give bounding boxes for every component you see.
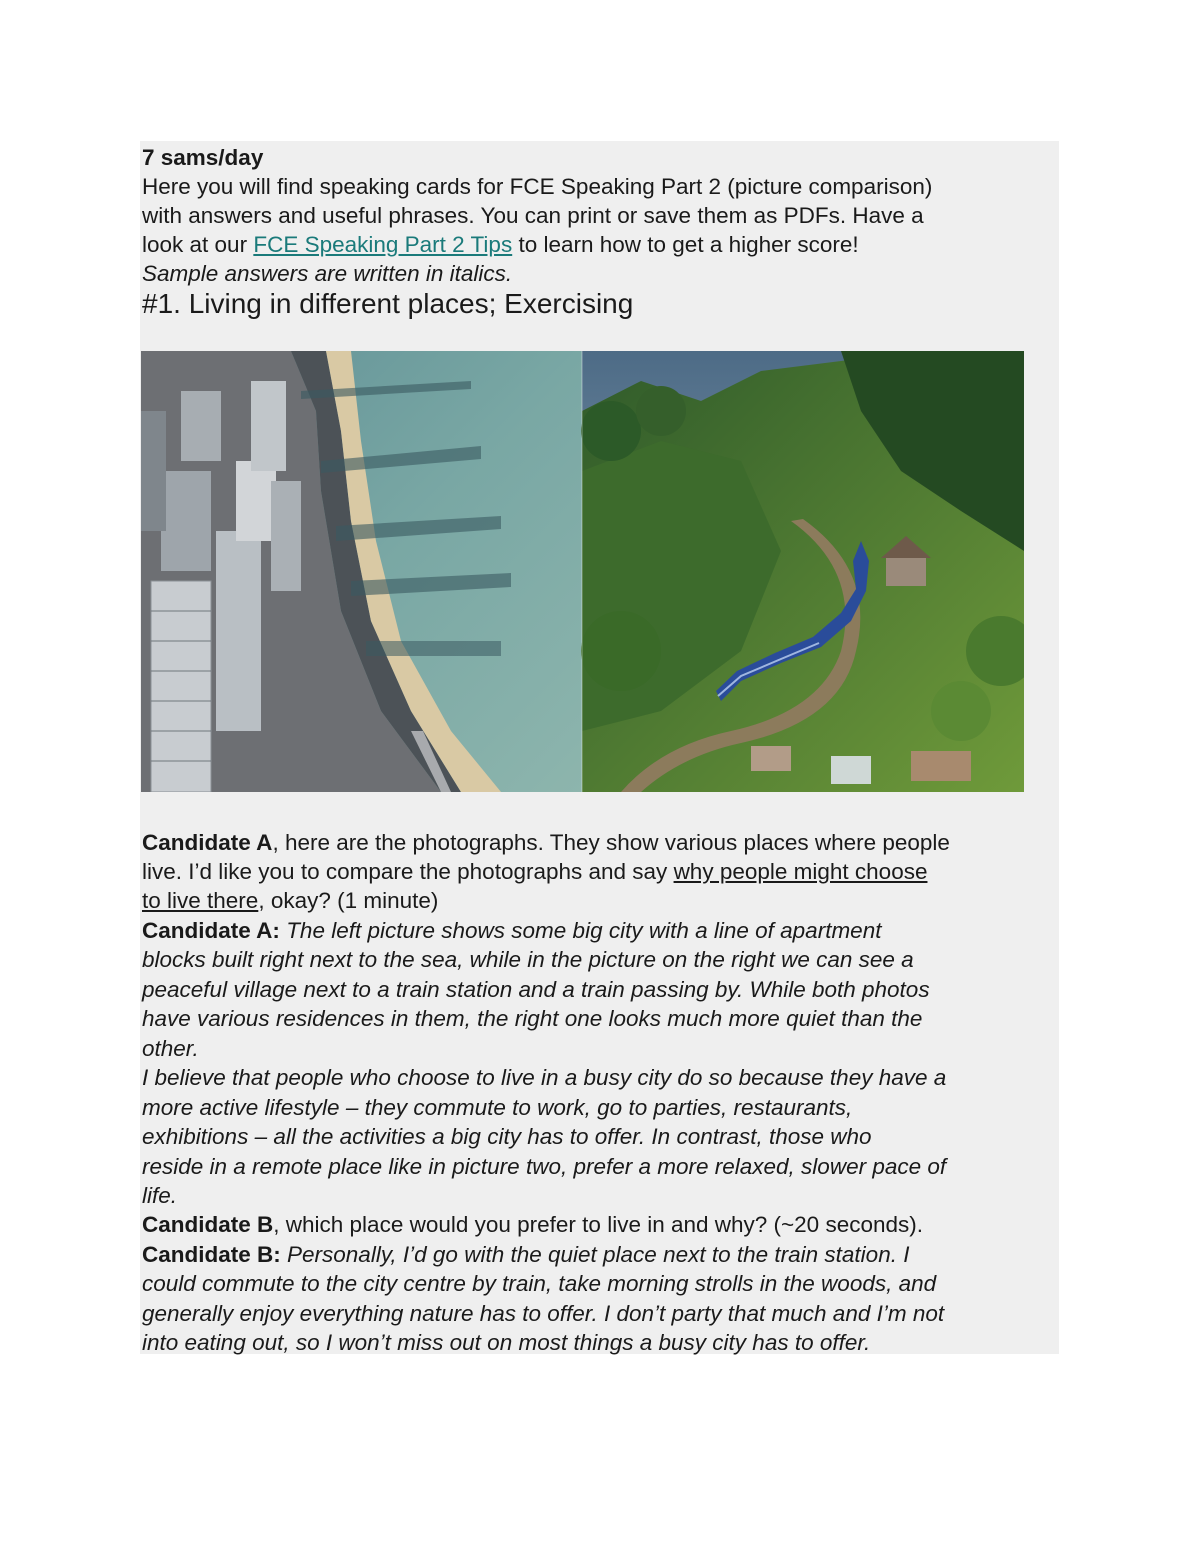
intro-line-3-prefix: look at our [142, 232, 254, 257]
task-b-line [142, 1210, 923, 1240]
content-block [140, 141, 1059, 1354]
answer-a-line-6: I believe that people who choose to live in a busy city do so because they have a [142, 1065, 947, 1090]
answer-b-line-2: could commute to the city centre by train, take morning strolls in the woods, and [142, 1271, 937, 1296]
answer-a-line-7: more active lifestyle – they commute to work, go to parties, restaurants, [142, 1095, 853, 1120]
candidate-b-label: Candidate B [142, 1212, 274, 1237]
intro-line-2: with answers and useful phrases. You can print or save them as PDFs. Have a [142, 203, 924, 228]
intro-line-3 [142, 230, 859, 260]
task-a-question-part-2: to live there [142, 888, 259, 913]
task-a-line-3 [142, 886, 438, 916]
answer-a-line-3: peaceful village next to a train station and a train passing by. While both photos [142, 977, 930, 1002]
answer-a-line-9: reside in a remote place like in picture two, prefer a more relaxed, slower pace of [142, 1154, 947, 1179]
fce-tips-link[interactable]: FCE Speaking Part 2 Tips [253, 232, 513, 257]
italics-note: Sample answers are written in italics. [142, 261, 513, 286]
comparison-photos [141, 351, 1024, 792]
answer-a-line-1 [142, 916, 881, 946]
intro-line-1: Here you will find speaking cards for FCE Speaking Part 2 (picture comparison) [142, 174, 933, 199]
candidate-b-answer-label: Candidate B: [142, 1242, 281, 1267]
candidate-a-label: Candidate A [142, 830, 273, 855]
village-photo [581, 351, 1024, 792]
task-a-line-1-text: , here are the photographs. They show various places where people [272, 830, 950, 855]
task-a-line-1 [142, 828, 950, 858]
answer-b-line-1 [142, 1240, 909, 1270]
answer-a-text-1: The left picture shows some big city with a line of apartment [279, 918, 882, 943]
intro-line-3-suffix: to learn how to get a higher score! [512, 232, 859, 257]
answer-a-line-8: exhibitions – all the activities a big city has to offer. In contrast, those who [142, 1124, 872, 1149]
task-a-question-part-1: why people might choose [673, 859, 928, 884]
answer-a-line-10: life. [142, 1183, 178, 1208]
task-b-text: , which place would you prefer to live in and why? (~20 seconds). [273, 1212, 923, 1237]
city-photo [141, 351, 582, 792]
task-a-line-2 [142, 857, 927, 887]
task-a-line-2-text: live. I’d like you to compare the photographs and say [142, 859, 674, 884]
answer-b-text-1: Personally, I’d go with the quiet place next to the train station. I [280, 1242, 910, 1267]
task-a-line-3-text: , okay? (1 minute) [258, 888, 439, 913]
answer-b-line-4: into eating out, so I won’t miss out on most things a busy city has to offer. [142, 1330, 871, 1355]
answer-b-line-3: generally enjoy everything nature has to offer. I don’t party that much and I’m not [142, 1301, 945, 1326]
page-title: 7 sams/day [142, 145, 264, 170]
answer-a-line-5: other. [142, 1036, 199, 1061]
candidate-a-answer-label: Candidate A: [142, 918, 280, 943]
answer-a-line-4: have various residences in them, the right one looks much more quiet than the [142, 1006, 923, 1031]
section-heading: #1. Living in different places; Exercising [142, 288, 634, 319]
answer-a-line-2: blocks built right next to the sea, while in the picture on the right we can see a [142, 947, 914, 972]
